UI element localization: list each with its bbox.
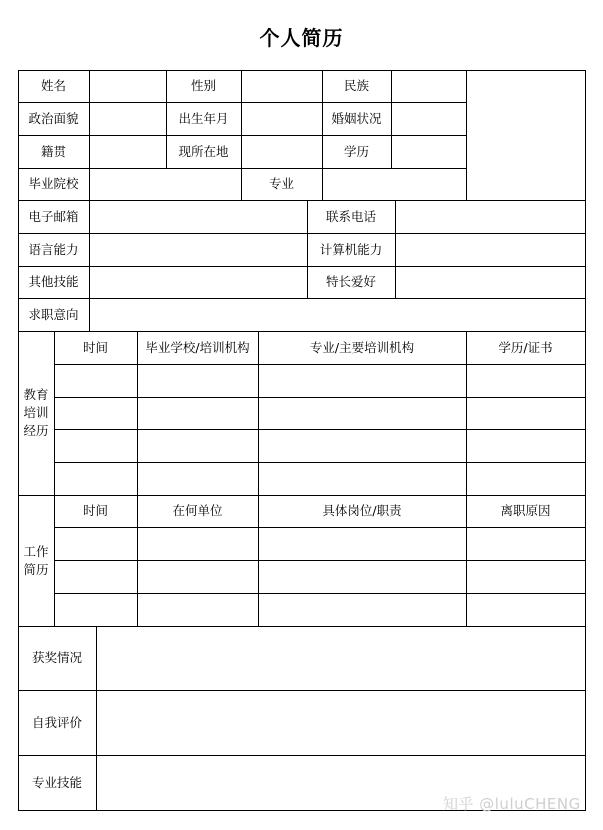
label-pro-skills-text: 专业技能 [31,774,82,790]
field-education[interactable] [391,135,467,169]
label-ethnicity [322,70,392,103]
label-awards [18,626,97,691]
edu-cell[interactable] [137,364,259,398]
edu-section-label [18,331,55,496]
work-section-label [18,495,55,627]
work-header-3-text: 离职原因 [500,503,551,518]
field-computer[interactable] [395,233,586,267]
label-hobbies-text: 特长爱好 [325,274,376,289]
work-cell[interactable] [137,560,259,594]
work-header-1 [137,495,259,528]
work-cell[interactable] [466,593,586,627]
edu-header-2 [258,331,467,365]
field-school[interactable] [89,168,242,201]
label-birth [166,102,242,136]
edu-header-3-text: 学历/证书 [498,339,553,355]
watermark: 知乎 @luluCHENG [443,795,581,813]
edu-header-1-text: 毕业学校/培训机构 [145,339,250,355]
work-cell[interactable] [466,560,586,594]
field-self-eval[interactable] [96,690,586,756]
edu-cell[interactable] [137,397,259,430]
field-location[interactable] [241,135,323,169]
label-awards-text: 获奖情况 [31,650,82,665]
work-header-0 [54,495,138,528]
label-other-skills [18,266,90,299]
work-section-label-text: 工作简历 [23,543,49,577]
label-gender [166,70,242,103]
edu-cell[interactable] [137,462,259,496]
label-political-text: 政治面貌 [28,110,79,126]
field-marital[interactable] [391,102,467,136]
label-major-text: 专业 [268,176,294,191]
photo-box[interactable] [466,70,586,201]
field-phone[interactable] [395,200,586,234]
work-cell[interactable] [466,527,586,561]
edu-header-3 [466,331,586,365]
work-header-0-text: 时间 [82,503,108,518]
label-phone-text: 联系电话 [325,208,376,224]
label-computer-text: 计算机能力 [319,241,383,257]
work-cell[interactable] [258,560,467,594]
label-self-eval [18,690,97,756]
field-email[interactable] [89,200,308,234]
label-education [322,135,392,169]
field-gender[interactable] [241,70,323,103]
edu-cell[interactable] [54,397,138,430]
field-major[interactable] [322,168,467,201]
field-origin[interactable] [89,135,167,169]
edu-header-1 [137,331,259,365]
work-cell[interactable] [258,527,467,561]
work-header-3 [466,495,586,528]
work-header-2-text: 具体岗位/职责 [322,503,402,518]
edu-cell[interactable] [258,429,467,463]
work-cell[interactable] [137,593,259,627]
label-hobbies [307,266,396,299]
label-pro-skills [18,755,97,811]
work-cell[interactable] [54,593,138,627]
edu-cell[interactable] [54,462,138,496]
label-self-eval-text: 自我评价 [31,714,82,730]
edu-header-0-text: 时间 [82,339,108,355]
label-name [18,70,90,103]
label-name-text: 姓名 [40,78,66,93]
edu-header-2-text: 专业/主要培训机构 [309,339,415,355]
work-header-1-text: 在何单位 [172,503,223,518]
label-language-text: 语言能力 [28,241,79,257]
field-other-skills[interactable] [89,266,308,299]
label-school-text: 毕业院校 [28,176,79,191]
edu-cell[interactable] [258,462,467,496]
label-email [18,200,90,234]
label-marital-text: 婚姻状况 [331,110,382,126]
edu-cell[interactable] [137,429,259,463]
field-ethnicity[interactable] [391,70,467,103]
edu-cell[interactable] [258,364,467,398]
label-phone [307,200,396,234]
field-language[interactable] [89,233,308,267]
field-birth[interactable] [241,102,323,136]
field-name[interactable] [89,70,167,103]
label-gender-text: 性别 [190,78,216,93]
label-major [241,168,323,201]
edu-cell[interactable] [466,397,586,430]
label-ethnicity-text: 民族 [343,78,369,93]
label-job-intent-text: 求职意向 [28,306,79,322]
work-cell[interactable] [258,593,467,627]
work-cell[interactable] [54,527,138,561]
field-job-intent[interactable] [89,298,586,332]
label-location [166,135,242,169]
label-education-text: 学历 [343,143,369,159]
edu-cell[interactable] [54,364,138,398]
edu-cell[interactable] [466,364,586,398]
label-school [18,168,90,201]
work-cell[interactable] [54,560,138,594]
label-job-intent [18,298,90,332]
edu-cell[interactable] [466,462,586,496]
label-location-text: 现所在地 [178,143,229,159]
work-header-2 [258,495,467,528]
label-origin-text: 籍贯 [40,143,66,159]
field-hobbies[interactable] [395,266,586,299]
label-marital [322,102,392,136]
label-language [18,233,90,267]
label-political [18,102,90,136]
field-political[interactable] [89,102,167,136]
label-email-text: 电子邮箱 [28,208,79,224]
label-other-skills-text: 其他技能 [28,274,79,289]
edu-header-0 [54,331,138,365]
edu-cell[interactable] [466,429,586,463]
edu-cell[interactable] [258,397,467,430]
field-awards[interactable] [96,626,586,691]
page-title: 个人简历 [259,26,344,50]
work-cell[interactable] [137,527,259,561]
label-origin [18,135,90,169]
label-birth-text: 出生年月 [178,110,229,126]
edu-cell[interactable] [54,429,138,463]
edu-section-label-text: 教育培训经历 [23,387,49,438]
label-computer [307,233,396,267]
